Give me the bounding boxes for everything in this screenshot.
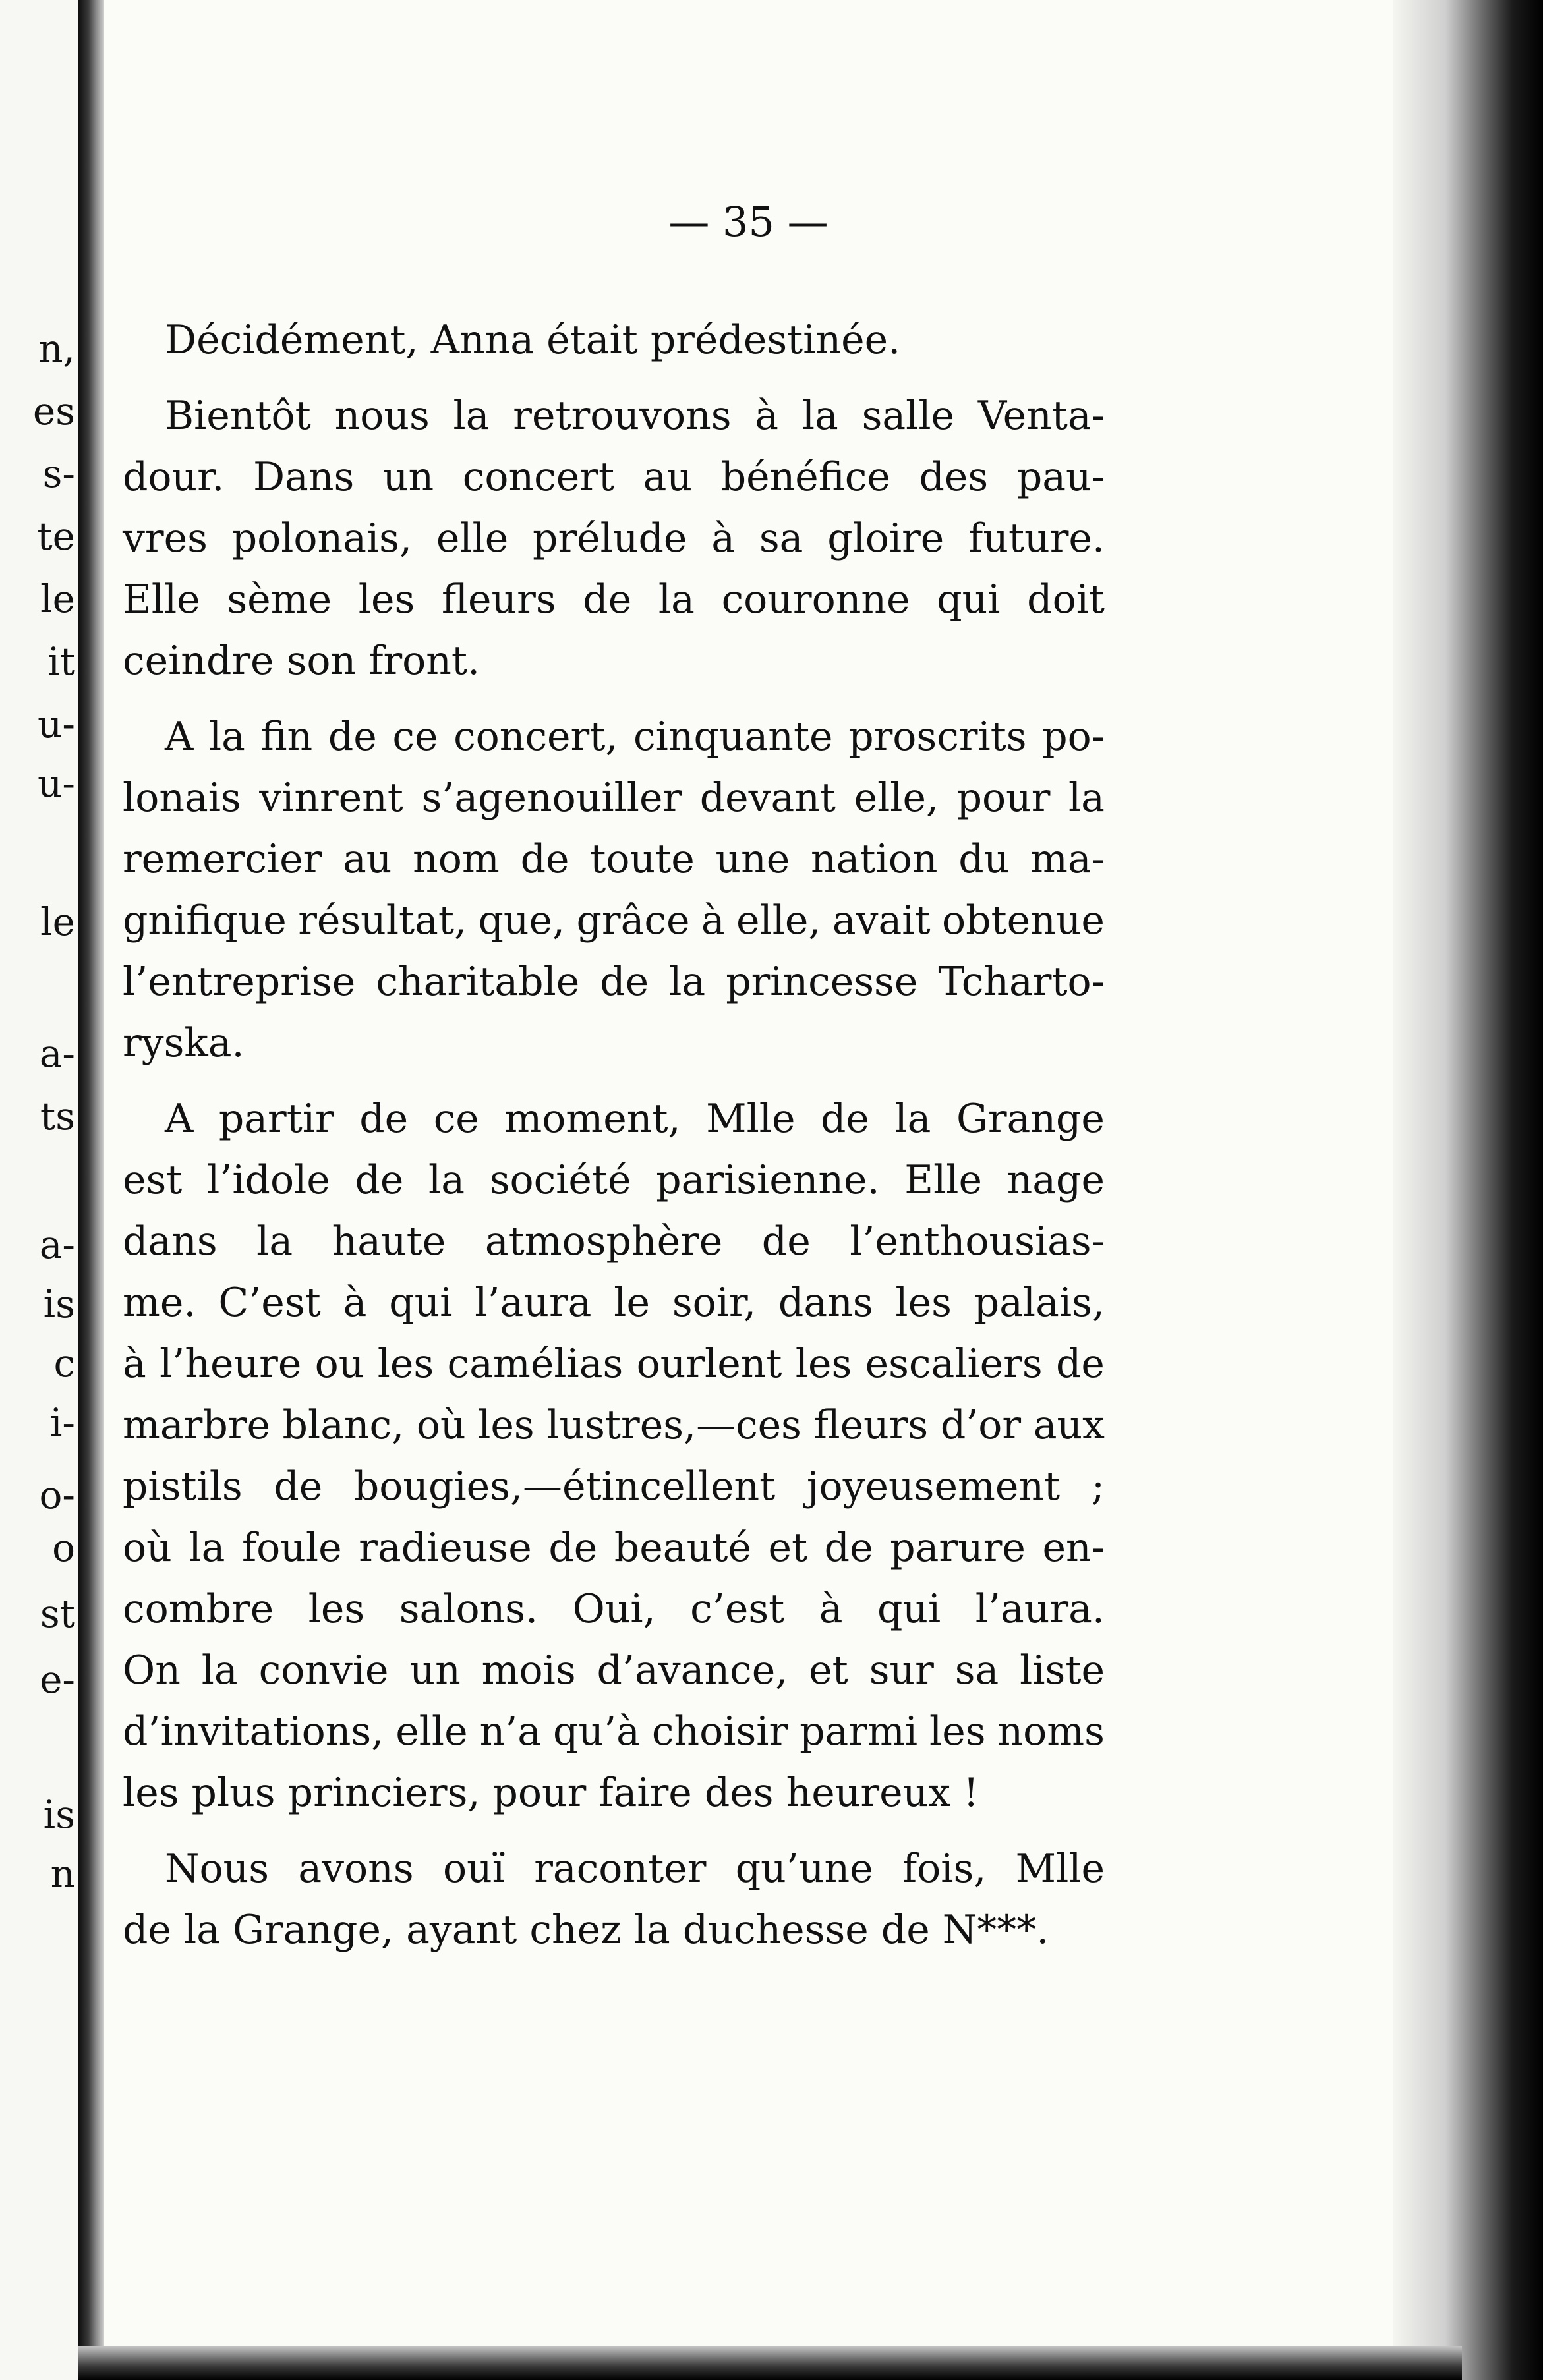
text-line: A partir de ce moment, Mlle de la Grange <box>165 1096 1105 1142</box>
text-line: de la Grange, ayant chez la duchesse de N***. <box>123 1907 1049 1953</box>
text-line: vres polonais, elle prélude à sa gloire future. <box>123 515 1105 561</box>
previous-page-edge <box>0 0 78 2380</box>
text-line: dans la haute atmosphère de l’enthousias- <box>123 1218 1105 1264</box>
text-line: Elle sème les fleurs de la couronne qui doit <box>123 577 1105 623</box>
text-line: est l’idole de la société parisienne. Elle nage <box>123 1157 1105 1203</box>
previous-page-fragment: c <box>53 1341 75 1386</box>
previous-page-fragment: e- <box>40 1657 75 1702</box>
text-line: où la foule radieuse de beauté et de parure en- <box>123 1525 1105 1571</box>
previous-page-fragment: le <box>40 577 75 621</box>
previous-page-fragment: i- <box>49 1400 75 1445</box>
text-line: les plus princiers, pour faire des heureux ! <box>123 1770 979 1816</box>
previous-page-fragment: es <box>32 389 75 434</box>
previous-page-fragment: is <box>43 1792 75 1837</box>
text-line: à l’heure ou les camélias ourlent les escaliers de <box>123 1341 1105 1387</box>
page-number: — 35 — <box>668 198 829 246</box>
previous-page-fragment: n, <box>38 326 75 371</box>
previous-page-fragment: it <box>47 639 75 684</box>
previous-page-fragment: a- <box>39 1031 75 1076</box>
page-bottom-edge <box>78 2346 1462 2380</box>
previous-page-fragment: u- <box>38 702 75 747</box>
previous-page-fragment: o <box>52 1525 75 1570</box>
previous-page-fragment: u- <box>38 761 75 806</box>
text-line: dour. Dans un concert au bénéfice des pau- <box>123 454 1105 500</box>
previous-page-fragment: ts <box>40 1094 75 1139</box>
text-line: l’entreprise charitable de la princesse Tcharto- <box>123 959 1105 1005</box>
text-line: combre les salons. Oui, c’est à qui l’aura. <box>123 1586 1105 1632</box>
text-line: d’invitations, elle n’a qu’à choisir parmi les noms <box>123 1709 1105 1755</box>
previous-page-fragment: n <box>50 1852 75 1896</box>
book-gutter <box>78 0 104 2380</box>
text-line: ryska. <box>123 1020 245 1066</box>
text-line: pistils de bougies,—étincellent joyeusement ; <box>123 1463 1105 1510</box>
previous-page-fragment: st <box>40 1591 75 1636</box>
text-line: lonais vinrent s’agenouiller devant elle, pour la <box>123 775 1105 821</box>
text-line: Nous avons ouï raconter qu’une fois, Mlle <box>165 1846 1105 1892</box>
text-line: On la convie un mois d’avance, et sur sa liste <box>123 1647 1105 1693</box>
text-line: Décidément, Anna était prédestinée. <box>165 317 901 363</box>
page-body-text <box>123 310 1105 1961</box>
previous-page-fragment: is <box>43 1282 75 1326</box>
text-line: remercier au nom de toute une nation du ma- <box>123 836 1105 882</box>
previous-page-fragment: o- <box>39 1473 75 1517</box>
previous-page-fragment: te <box>37 514 75 559</box>
previous-page-fragment: le <box>40 899 75 944</box>
text-line: A la fin de ce concert, cinquante proscrits po- <box>165 714 1105 760</box>
text-line: ceindre son front. <box>123 638 480 684</box>
previous-page-fragment: s- <box>42 451 75 496</box>
text-line: marbre blanc, où les lustres,—ces fleurs d’or aux <box>123 1402 1105 1448</box>
text-line: me. C’est à qui l’aura le soir, dans les palais, <box>123 1280 1105 1326</box>
previous-page-fragment: a- <box>39 1222 75 1267</box>
page-right-edge <box>1393 0 1543 2380</box>
book-page <box>104 0 1393 2380</box>
text-line: gnifique résultat, que, grâce à elle, avait obtenue <box>123 897 1105 944</box>
text-line: Bientôt nous la retrouvons à la salle Venta- <box>165 393 1105 439</box>
